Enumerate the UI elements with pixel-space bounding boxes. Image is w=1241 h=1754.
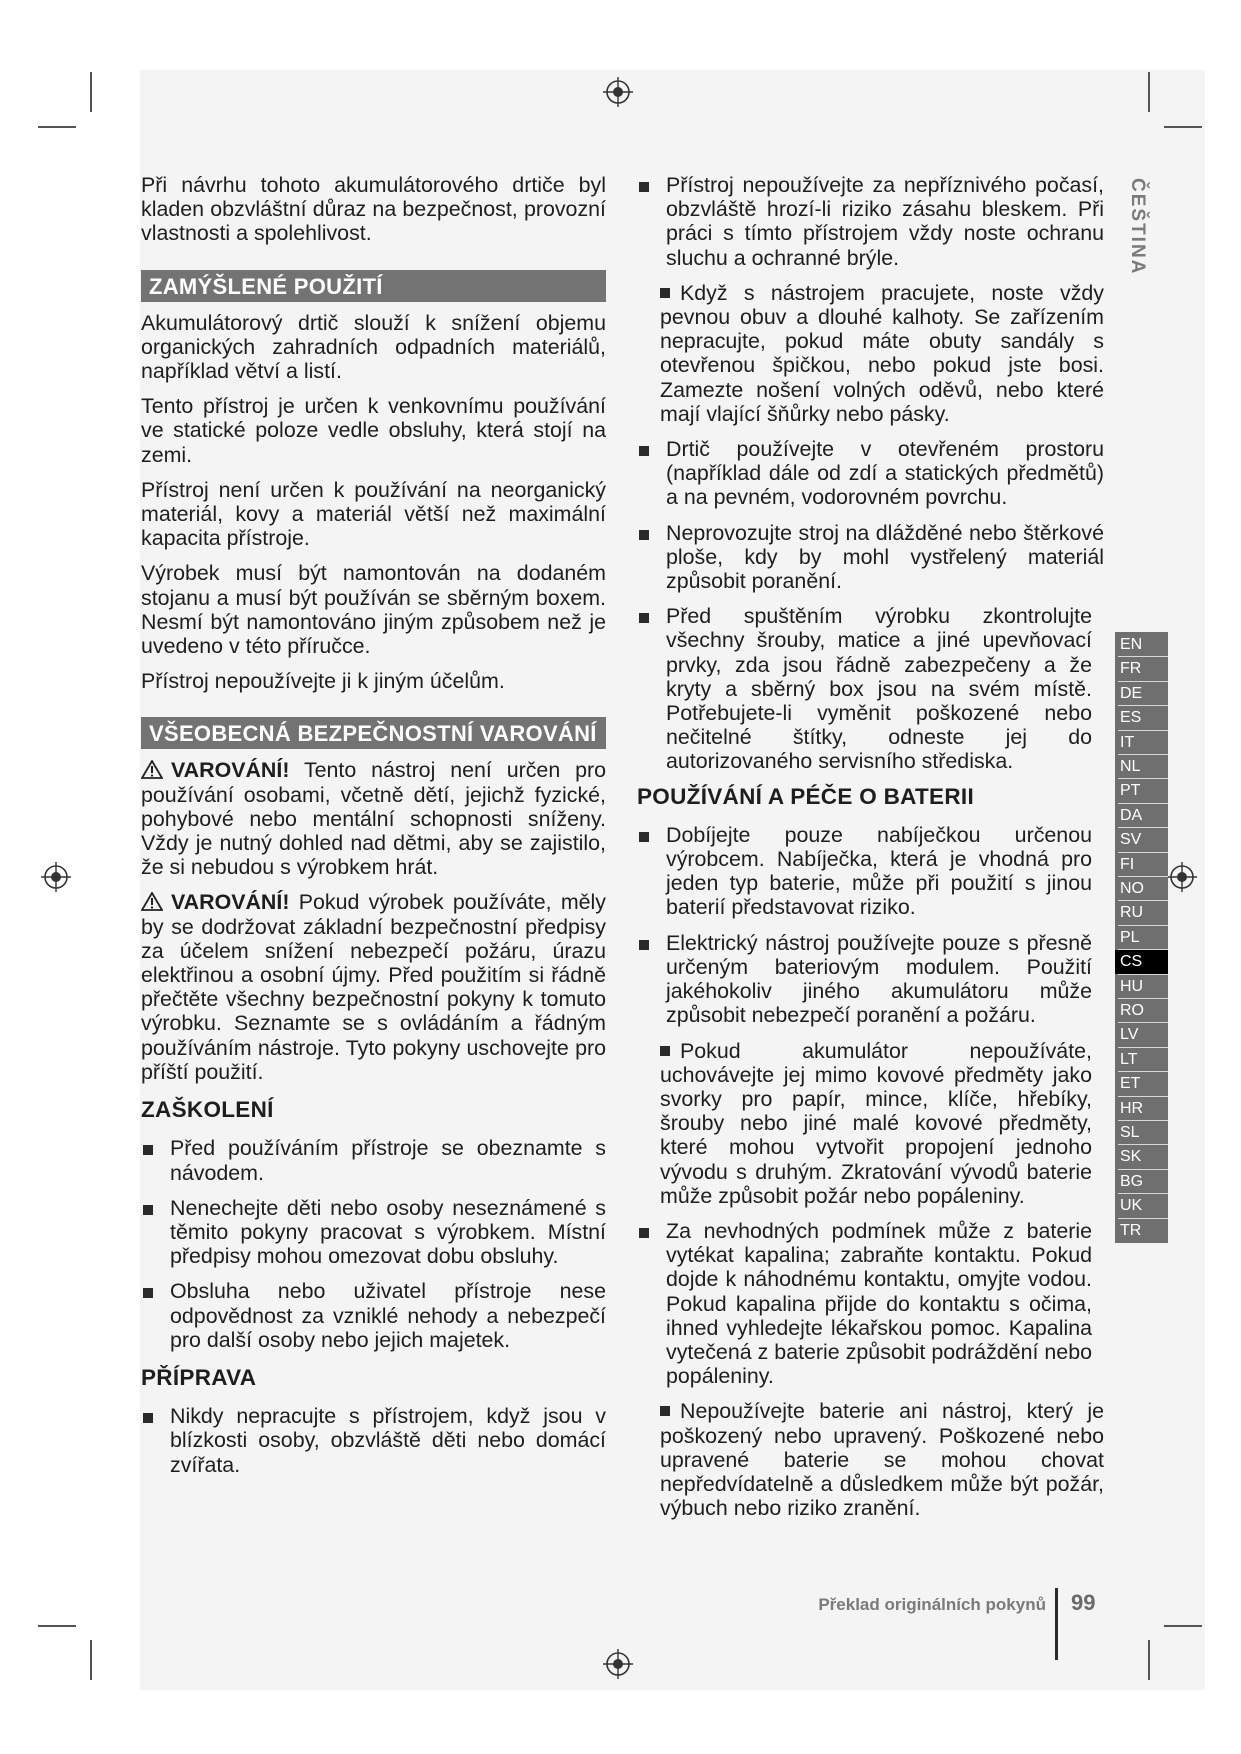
list-item: Pokud akumulátor nepoužíváte, uchovávejte jej mimo kovové předměty jako svorky pro papír, mince, klíče, hřebíky, šrouby nebo jiné malé kovové předměty, které mohou vytvořit propojení jednoho vývodu s druhým. Zkratování vývodů baterie může způsobit požár nebo popáleniny. bbox=[660, 1038, 1092, 1208]
bullet-square-icon bbox=[143, 1413, 153, 1423]
language-tab-es[interactable]: ES bbox=[1120, 709, 1142, 727]
language-tab-bg[interactable]: BG bbox=[1120, 1172, 1144, 1190]
language-tab-sk[interactable]: SK bbox=[1120, 1148, 1142, 1166]
paragraph: Výrobek musí být namontován na dodaném stojanu a musí být používán se sběrným boxem. Nesmí být namontováno jiným způsobem než je uvedeno v této příručce. bbox=[141, 561, 606, 659]
bullet-square-icon bbox=[660, 288, 670, 298]
crop-mark bbox=[38, 126, 76, 128]
language-tab-lv[interactable]: LV bbox=[1120, 1026, 1139, 1044]
crop-mark bbox=[1148, 1640, 1150, 1680]
crop-mark bbox=[1164, 1625, 1202, 1627]
list-item: Nepoužívejte baterie ani nástroj, který je poškozený nebo upravený. Poškozené nebo upravené baterie se mohou chovat nepředvídatelně a důsledkem může být požár, výbuch nebo riziko zranění. bbox=[660, 1399, 1104, 1521]
footer-divider bbox=[1055, 1588, 1058, 1660]
language-tab-et[interactable]: ET bbox=[1120, 1075, 1141, 1093]
language-tab-separator bbox=[1118, 1096, 1168, 1097]
intro-paragraph: Při návrhu tohoto akumulátorového drtiče byl kladen obzvláštní důraz na bezpečnost, provozní vlastnosti a spolehlivost. bbox=[141, 173, 606, 246]
paragraph: Přístroj nepoužívejte ji k jiným účelům. bbox=[141, 669, 505, 694]
crop-mark bbox=[38, 1625, 76, 1627]
warning-paragraph bbox=[141, 758, 606, 879]
language-tab-cs[interactable]: CS bbox=[1115, 950, 1168, 974]
language-tab-separator bbox=[1118, 974, 1168, 975]
language-tab-nl[interactable]: NL bbox=[1120, 758, 1141, 775]
language-tab-separator bbox=[1118, 1193, 1168, 1194]
bullet-square-icon bbox=[143, 1205, 153, 1215]
bullet-square-icon bbox=[143, 1288, 153, 1298]
section-heading-training: ZAŠKOLENÍ bbox=[141, 1097, 274, 1123]
bullet-square-icon bbox=[660, 1046, 670, 1056]
language-tab-lt[interactable]: LT bbox=[1120, 1050, 1138, 1068]
language-tab-separator bbox=[1118, 754, 1168, 755]
warning-text: Pokud výrobek používáte, měly by se dodržovat základní bezpečnostní předpisy za účelem snížení nebezpečí požáru, úrazu elektřinou a osobní újmy. Před použitím si řádně přečtěte všechny bezpečnostní pokyny k tomuto výrobku. Seznamte se s ovládáním a řádným používáním nástroje. Tyto pokyny uschovejte pro příští použití. bbox=[141, 890, 606, 1084]
language-tab-separator bbox=[1118, 1144, 1168, 1145]
language-tab-da[interactable]: DA bbox=[1120, 806, 1143, 824]
language-tab-separator bbox=[1118, 852, 1168, 853]
registration-mark-icon bbox=[41, 862, 71, 892]
language-tab-separator bbox=[1118, 778, 1168, 779]
list-item: Dobíjejte pouze nabíječkou určenou výrobcem. Nabíječka, která je vhodná pro jeden typ baterie, může při použití s jinou baterií představovat riziko. bbox=[637, 823, 1104, 920]
language-tab-hr[interactable]: HR bbox=[1120, 1099, 1144, 1117]
list-item: Nikdy nepracujte s přístrojem, když jsou v blízkosti osoby, obzvláště děti nebo domácí zvířata. bbox=[141, 1404, 606, 1477]
list-item: Před používáním přístroje se obeznamte s návodem. bbox=[141, 1136, 606, 1184]
list-item: Neprovozujte stroj na dlážděné nebo štěrkové ploše, kdy by mohl vystřelený materiál způsobit poranění. bbox=[637, 521, 1104, 594]
bullet-square-icon bbox=[639, 530, 649, 540]
language-tab-separator bbox=[1118, 730, 1168, 731]
language-tab-fi[interactable]: FI bbox=[1120, 855, 1135, 873]
page-number: 99 bbox=[1071, 1590, 1096, 1615]
warning-label: VAROVÁNÍ! bbox=[171, 758, 290, 783]
language-tab-sl[interactable]: SL bbox=[1120, 1124, 1140, 1141]
language-tab-separator bbox=[1118, 1169, 1168, 1170]
bullet-square-icon bbox=[639, 613, 649, 623]
list-item: Nenechejte děti nebo osoby neseznámené s těmito pokyny pracovat s výrobkem. Místní předpisy mohou omezovat dobu obsluhy. bbox=[141, 1196, 606, 1269]
section-heading-battery: POUŽÍVÁNÍ A PÉČE O BATERII bbox=[637, 783, 974, 809]
warning-triangle-icon bbox=[141, 760, 163, 779]
bullet-square-icon bbox=[639, 940, 649, 950]
paragraph: Akumulátorový drtič slouží k snížení objemu organických zahradních odpadních materiálů, například větví a listí. bbox=[141, 310, 606, 384]
language-tab-hu[interactable]: HU bbox=[1120, 977, 1144, 995]
warning-label: VAROVÁNÍ! bbox=[171, 890, 290, 915]
language-tab-separator bbox=[1118, 705, 1168, 706]
language-tab-de[interactable]: DE bbox=[1120, 684, 1143, 702]
language-tab-separator bbox=[1118, 1218, 1168, 1219]
bullet-square-icon bbox=[639, 446, 649, 456]
list-item: Před spuštěním výrobku zkontrolujte všechny šrouby, matice a jiné upevňovací prvky, zda jsou řádně zabezpečeny a že kryty a sběrný box jsou na svém místě. Potřebujete-li vyměnit poškozené nebo nečitelné štítky, odneste jej do autorizovaného servisního střediska. bbox=[637, 604, 1104, 773]
language-tab-separator bbox=[1118, 1047, 1168, 1048]
crop-mark bbox=[1148, 72, 1150, 112]
language-tab-en[interactable]: EN bbox=[1120, 636, 1143, 653]
bullet-square-icon bbox=[143, 1145, 153, 1155]
language-tab-separator bbox=[1118, 827, 1168, 828]
section-heading-intended-use: ZAMÝŠLENÉ POUŽITÍ bbox=[141, 270, 606, 302]
list-item: Přístroj nepoužívejte za nepříznivého počasí, obzvláště hrozí-li riziko zásahu bleskem. Při práci s tímto přístrojem vždy noste ochranu sluchu a ochranné brýle. bbox=[637, 173, 1104, 270]
list-item: Když s nástrojem pracujete, noste vždy pevnou obuv a dlouhé kalhoty. Se zařízením nepracujte, pokud máte obuty sandály s otevřenou špičkou, nebo pokud jste bosi. Zamezte nošení volných oděvů, nebo které mají vlající šňůrky nebo pásky. bbox=[660, 280, 1104, 426]
language-tab-separator bbox=[1118, 681, 1168, 682]
language-tab-separator bbox=[1118, 949, 1168, 950]
language-tab-separator bbox=[1118, 803, 1168, 804]
language-tab-ru[interactable]: RU bbox=[1120, 904, 1144, 922]
language-tab-separator bbox=[1118, 1120, 1168, 1121]
list-item: Drtič používejte v otevřeném prostoru (například dále od zdí a statických předmětů) a na pevném, vodorovném povrchu. bbox=[637, 437, 1104, 510]
warning-paragraph bbox=[141, 890, 606, 1084]
language-tab-ro[interactable]: RO bbox=[1120, 1002, 1144, 1019]
section-heading-preparation: PŘÍPRAVA bbox=[141, 1364, 257, 1390]
bullet-square-icon bbox=[639, 1228, 649, 1238]
footer-translation-note: Překlad originálních pokynů bbox=[818, 1595, 1046, 1614]
bullet-square-icon bbox=[660, 1406, 670, 1416]
language-tab-strip bbox=[1115, 632, 1168, 1243]
language-tab-tr[interactable]: TR bbox=[1120, 1221, 1142, 1239]
language-tab-separator bbox=[1118, 998, 1168, 999]
list-item: Elektrický nástroj používejte pouze s přesně určeným bateriovým modulem. Použití jakéhokoliv jiného akumulátoru může způsobit nebezpečí poranění a požáru. bbox=[637, 931, 1104, 1028]
language-tab-separator bbox=[1118, 925, 1168, 926]
crop-mark bbox=[1164, 126, 1202, 128]
language-tab-sv[interactable]: SV bbox=[1120, 831, 1142, 849]
list-item: Za nevhodných podmínek může z baterie vytékat kapalina; zabraňte kontaktu. Pokud dojde k náhodnému kontaktu, omyjte vodou. Pokud kapalina přijde do kontaktu s očima, ihned vyhledejte lékařskou pomoc. Kapalina vytečená z baterie způsobit podráždění nebo popáleniny. bbox=[637, 1219, 1104, 1388]
bullet-square-icon bbox=[639, 182, 649, 192]
paragraph: Tento přístroj je určen k venkovnímu používání ve statické poloze vedle obsluhy, která stojí na zemi. bbox=[141, 394, 606, 467]
crop-mark bbox=[90, 1640, 92, 1680]
language-tab-pl[interactable]: PL bbox=[1120, 928, 1140, 946]
crop-mark bbox=[90, 72, 92, 112]
bullet-square-icon bbox=[639, 832, 649, 842]
language-tab-separator bbox=[1118, 1022, 1168, 1023]
language-tab-pt[interactable]: PT bbox=[1120, 782, 1141, 800]
registration-mark-icon bbox=[1167, 862, 1197, 892]
warning-text: Tento nástroj není určen pro používání osobami, včetně dětí, jejichž fyzické, pohybové nebo mentální schopnosti sníženy. Vždy je nutný dohled nad dětmi, aby se zajistilo, že si nebudou s výrobkem hrát. bbox=[141, 758, 606, 880]
language-tab-no[interactable]: NO bbox=[1120, 880, 1144, 897]
vertical-language-label: ČEŠTINA bbox=[1127, 178, 1148, 276]
language-tab-it[interactable]: IT bbox=[1120, 733, 1135, 751]
language-tab-separator bbox=[1118, 656, 1168, 657]
registration-mark-icon bbox=[603, 1649, 633, 1679]
list-item: Obsluha nebo uživatel přístroje nese odpovědnost za vzniklé nehody a nebezpečí pro další osoby nebo jejich majetek. bbox=[141, 1279, 606, 1352]
language-tab-uk[interactable]: UK bbox=[1120, 1197, 1143, 1215]
section-heading-general-safety: VŠEOBECNÁ BEZPEČNOSTNÍ VAROVÁNÍ bbox=[141, 717, 606, 749]
left-column bbox=[141, 173, 606, 1488]
right-column bbox=[637, 173, 1104, 1531]
registration-mark-icon bbox=[603, 77, 633, 107]
warning-triangle-icon bbox=[141, 892, 163, 911]
language-tab-fr[interactable]: FR bbox=[1120, 660, 1142, 678]
language-tab-separator bbox=[1118, 876, 1168, 877]
language-tab-separator bbox=[1118, 1071, 1168, 1072]
paragraph: Přístroj není určen k používání na neorganický materiál, kovy a materiál větší než maximální kapacita přístroje. bbox=[141, 477, 606, 551]
language-tab-separator bbox=[1118, 900, 1168, 901]
